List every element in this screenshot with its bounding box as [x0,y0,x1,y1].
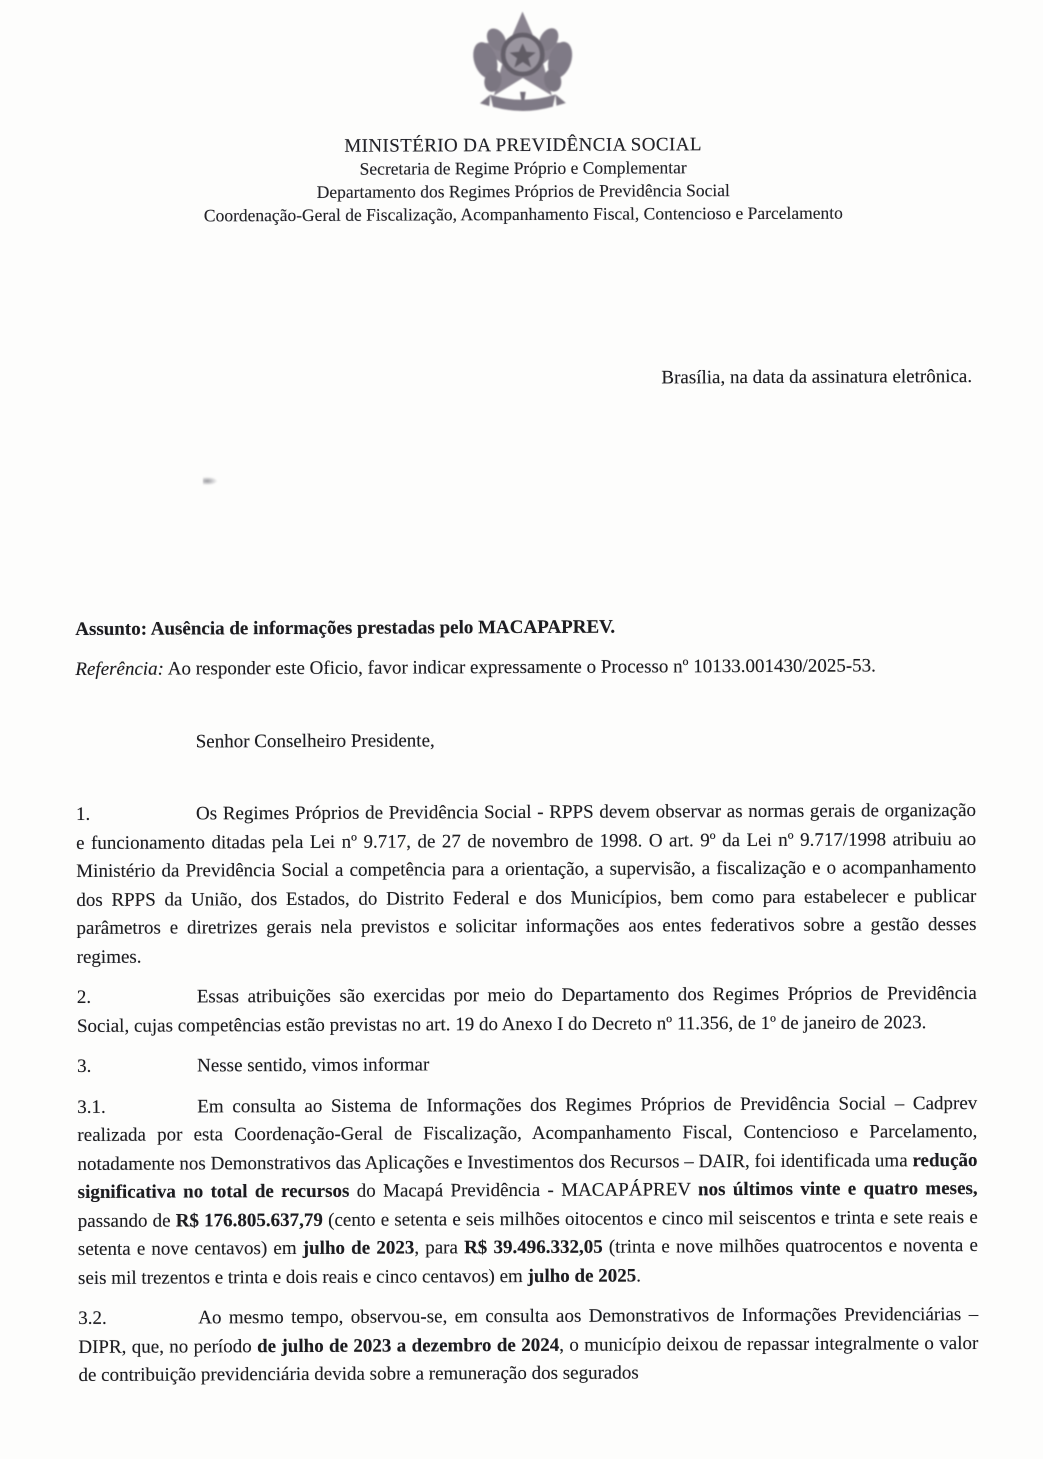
paragraph-text: Ao mesmo tempo, observou-se, em consulta aos Demonstrativos de Informações Previdenciárias – DIPR, que, no período [78,1304,979,1358]
paragraph-text: . [636,1264,642,1287]
secretariat-name: Secretaria de Regime Próprio e Complementar [359,157,687,179]
paragraph-text: , para [414,1237,465,1259]
paragraph-text: Nesse sentido, vimos informar [197,1054,430,1077]
paragraph-number: 3.2. [78,1307,107,1329]
highlight-reduction: redução significativa no total de recursos [77,1149,978,1203]
highlight-amount-2023: R$ 176.805.637,79 [175,1209,323,1232]
paragraph-text: , o município deixou de repassar integralmente o valor de contribuição previdenciária devida sobre a remuneração dos segurados [78,1332,979,1386]
letterhead [73,132,973,228]
paragraph-text: Os Regimes Próprios de Previdência Social - RPPS devem observar as normas gerais de organização e funcionamento ditadas pela Lei nº 9.717, de 27 de novembro de 1998. O art. 9º da Lei nº 9.717/1998 atribuiu ao Ministério da Previdência Social a competência para a orientação, a supervisão, a fiscalização e o acompanhamento dos RPPS da União, dos Estados, do Distrito Federal e dos Municípios, bem como para estabelecer e publicar parâmetros e diretrizes gerais nela previstos e solicitar informações aos entes federativos sobre a gestão desses regimes. [76,800,977,968]
paragraph-text: passando de [77,1210,176,1232]
paragraph-text: (trinta e nove milhões quatrocentos e noventa e seis mil trezentos e trinta e dois reais e cinco centavos) em [77,1235,978,1289]
paragraph-text: Em consulta ao Sistema de Informações dos Regimes Próprios de Previdência Social – Cadprev realizada por esta Coordenação-Geral de Fiscalização, Acompanhamento Fiscal, Contencioso e Parcelamento, notadamente nos Demonstrativos das Aplicações e Investimentos dos Recursos – DAIR, foi identificada uma [77,1092,978,1175]
paragraph-number: 2. [76,986,92,1008]
paragraph-text: Essas atribuições são exercidas por meio do Departamento dos Regimes Próprios de Previdência Social, cujas competências estão previstas no art. 19 do Anexo I do Decreto nº 11.356, de 1º de janeiro de 2023. [76,983,977,1037]
paragraph-number: 1. [75,803,91,825]
paragraph-text: do Macapá Previdência - MACAPÁPREV [349,1179,699,1202]
paragraph-3-1 [77,1090,978,1293]
salutation: Senhor Conselheiro Presidente, [195,730,435,753]
paragraph-number: 3.1. [77,1096,106,1118]
paragraph-3 [77,1049,977,1081]
letter-body [76,797,979,1390]
paragraph-number: 3. [77,1055,92,1077]
highlight-date-2023: julho de 2023 [302,1237,415,1259]
dateline: Brasília, na data da assinatura eletrônica. [661,366,973,389]
highlight-date-2025: julho de 2025 [527,1265,637,1287]
paragraph-3-2 [78,1301,978,1390]
department-name: Departamento dos Regimes Próprios de Previdência Social [316,180,730,202]
ministry-name: MINISTÉRIO DA PREVIDÊNCIA SOCIAL [344,134,702,157]
coordination-name: Coordenação-Geral de Fiscalização, Acompanhamento Fiscal, Contencioso e Parcelamento [203,202,843,226]
reference-label: Referência: [75,658,165,680]
highlight-amount-2025: R$ 39.496.332,05 [464,1236,603,1259]
highlight-period: nos últimos vinte e quatro meses, [697,1178,978,1201]
scan-artifact [203,477,217,485]
brazil-coat-of-arms-icon [466,6,578,118]
paragraph-text: (cento e setenta e seis milhões oitocentos e cinco mil seiscentos e trinta e sete reais e setenta e nove centavos) em [77,1206,978,1260]
subject-line: Assunto: Ausência de informações prestadas pelo MACAPAPREV. [75,616,616,640]
paragraph-2 [77,980,977,1041]
paragraph-1 [76,797,977,972]
reference-text: Ao responder este Oficio, favor indicar expressamente o Processo nº 10133.001430/2025-53. [163,655,876,680]
reference-line [75,652,975,684]
highlight-dipr-period: de julho de 2023 a dezembro de 2024 [257,1334,560,1357]
